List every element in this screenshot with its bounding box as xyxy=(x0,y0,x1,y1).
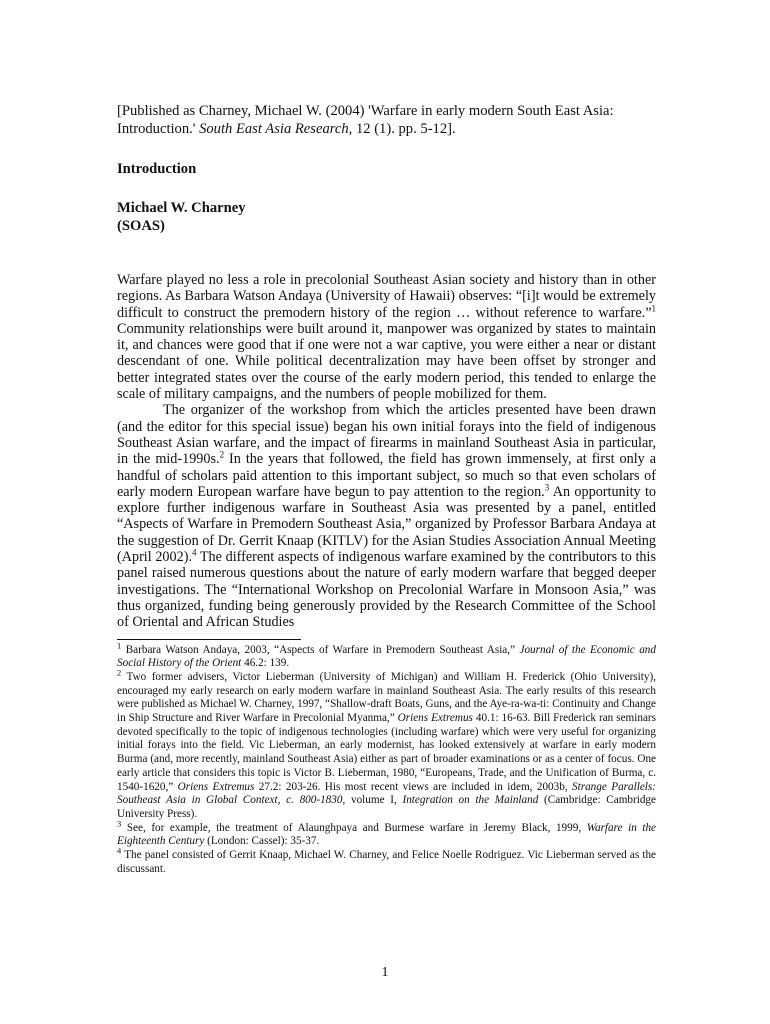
footnote-title: Strange Parallels: Southeast Asia in Global Context, c. 800-1830 xyxy=(117,780,656,807)
section-heading: Introduction xyxy=(117,161,197,177)
footnote-text: (London: Cassel): 35-37. xyxy=(204,835,320,848)
footnote xyxy=(117,639,656,671)
footnote-ref: 2 xyxy=(219,449,225,460)
footnotes xyxy=(117,639,657,877)
body-paragraph xyxy=(117,402,656,630)
footnote-ref: 3 xyxy=(544,482,550,493)
footnote-text: , volume I, xyxy=(342,794,403,807)
footnote-number: 2 xyxy=(117,667,122,678)
footnote-divider xyxy=(117,639,301,640)
footnote-text: 27.2: 203-26. His most recent views are included in idem, 2003b, xyxy=(254,780,573,793)
paragraph-text: The organizer of the workshop from which the articles presented have been drawn (and the editor for this special issue) began his own initial forays into the field of indigenous Southeast Asian warfare, and the impact of firearms in mainland Southeast Asia in particular, in the mid-1990s. xyxy=(117,402,656,468)
footnote-title: Warfare in the Eighteenth Century xyxy=(117,821,657,848)
footnote-title: Oriens Extremus xyxy=(397,712,473,725)
body-text xyxy=(117,272,656,631)
footnote-ref: 4 xyxy=(191,547,197,558)
footnote xyxy=(117,817,657,849)
footnote-ref: 1 xyxy=(651,302,656,313)
footnote-text: Barbara Watson Andaya, 2003, “Aspects of Warfare in Premodern Southeast Asia,” xyxy=(125,643,520,656)
footnote-title: Journal of the Economic and Social History of the Orient xyxy=(117,643,656,670)
footnote xyxy=(117,667,657,822)
footnote-title: Oriens Extremus xyxy=(177,780,255,793)
paragraph-text: An opportunity to explore further indigenous warfare in Southeast Asia was presented by a panel, entitled “Aspects of Warfare in Premodern Southeast Asia,” organized by Professor Barbara Andaya at the suggestion of Dr. Gerrit Knaap (KITLV) for the Asian Studies Association Annual Meeting (April 2002). xyxy=(117,483,656,566)
publication-citation xyxy=(117,102,656,138)
page-number: 1 xyxy=(381,965,389,980)
author-name: Michael W. Charney xyxy=(117,200,246,216)
footnote-text: Two former advisers, Victor Lieberman (University of Michigan) and William H. Frederick (Ohio University), encouraged my early research on early modern warfare in mainland Southeast Asia. The early results of this research were published as Michael W. Charney, 1997, “Shallow-draft Boats, Guns, and the Aye-ra-wa-ti: Continuity and Change in Ship Structure and River Warfare in Precolonial Myanma,” xyxy=(117,670,656,725)
footnote-number: 3 xyxy=(117,817,122,828)
paragraph-text: The different aspects of indigenous warfare examined by the contributors to this panel raised numerous questions about the nature of early modern warfare that begged deeper investigations. The “International Workshop on Precolonial Warfare in Monsoon Asia,” was thus organized, funding being generously provided by the Research Committee of the School of Oriental and African Studies xyxy=(117,549,656,631)
body-paragraph xyxy=(117,272,656,402)
footnote-text: (Cambridge: Cambridge University Press). xyxy=(117,794,656,820)
author-block xyxy=(117,199,656,235)
footnote-text: 46.2: 139. xyxy=(241,657,290,670)
paragraph-text: In the years that followed, the field has grown immensely, at first only a handful of scholars paid attention to this important subject, so much so that even scholars of early modern European warfare have begun to pay attention to the region. xyxy=(117,451,657,500)
footnote-text: See, for example, the treatment of Alaunghpaya and Burmese warfare in Jeremy Black, 1999, xyxy=(126,821,587,834)
footnote-text: The panel consisted of Gerrit Knaap, Michael W. Charney, and Felice Noelle Rodriguez. Vic Lieberman served as the discussant. xyxy=(117,849,656,875)
footnote-number: 4 xyxy=(117,845,122,856)
paragraph-text: Community relationships were built around it, manpower was organized by states to maintain it, and chances were good that if one were not a war captive, you were either a near or distant descendant of one. While political decentralization may have been offset by stronger and better integrated states over the course of the early modern period, this tended to enlarge the scale of military campaigns, and the numbers of people mobilized for them. xyxy=(117,320,656,403)
citation-journal: South East Asia Research xyxy=(199,121,349,137)
citation-suffix: , 12 (1). pp. 5-12]. xyxy=(348,121,456,137)
paragraph-text: Warfare played no less a role in precolonial Southeast Asian society and history than in other regions. As Barbara Watson Andaya (University of Hawaii) observes: “[i]t would be extremely difficult to construct the premodern history of the region … without reference to warfare.” xyxy=(117,272,656,321)
author-affiliation: (SOAS) xyxy=(117,218,165,234)
footnote-text: 40.1: 16-63. Bill Frederick ran seminars devoted specifically to the topic of indigenous technologies (including warfare) which were very useful for organizing initial forays into the field. Vic Lieberman, an early modernist, has looked extensively at warfare in early modern Burma (and, more recently, mainland Southeast Asia) either as part of broader examinations or as a center of focus. One early article that considers this topic is Victor B. Lieberman, 1980, “Europeans, Trade, and the Unification of Burma, c. 1540-1620,” xyxy=(117,712,657,793)
footnote xyxy=(117,845,656,876)
citation-prefix: [Published as Charney, Michael W. (2004) 'Warfare in early modern South East Asia: Introduction.' xyxy=(117,103,614,137)
footnote-number: 1 xyxy=(117,639,122,650)
footnote-title: Integration on the Mainland xyxy=(402,794,539,807)
